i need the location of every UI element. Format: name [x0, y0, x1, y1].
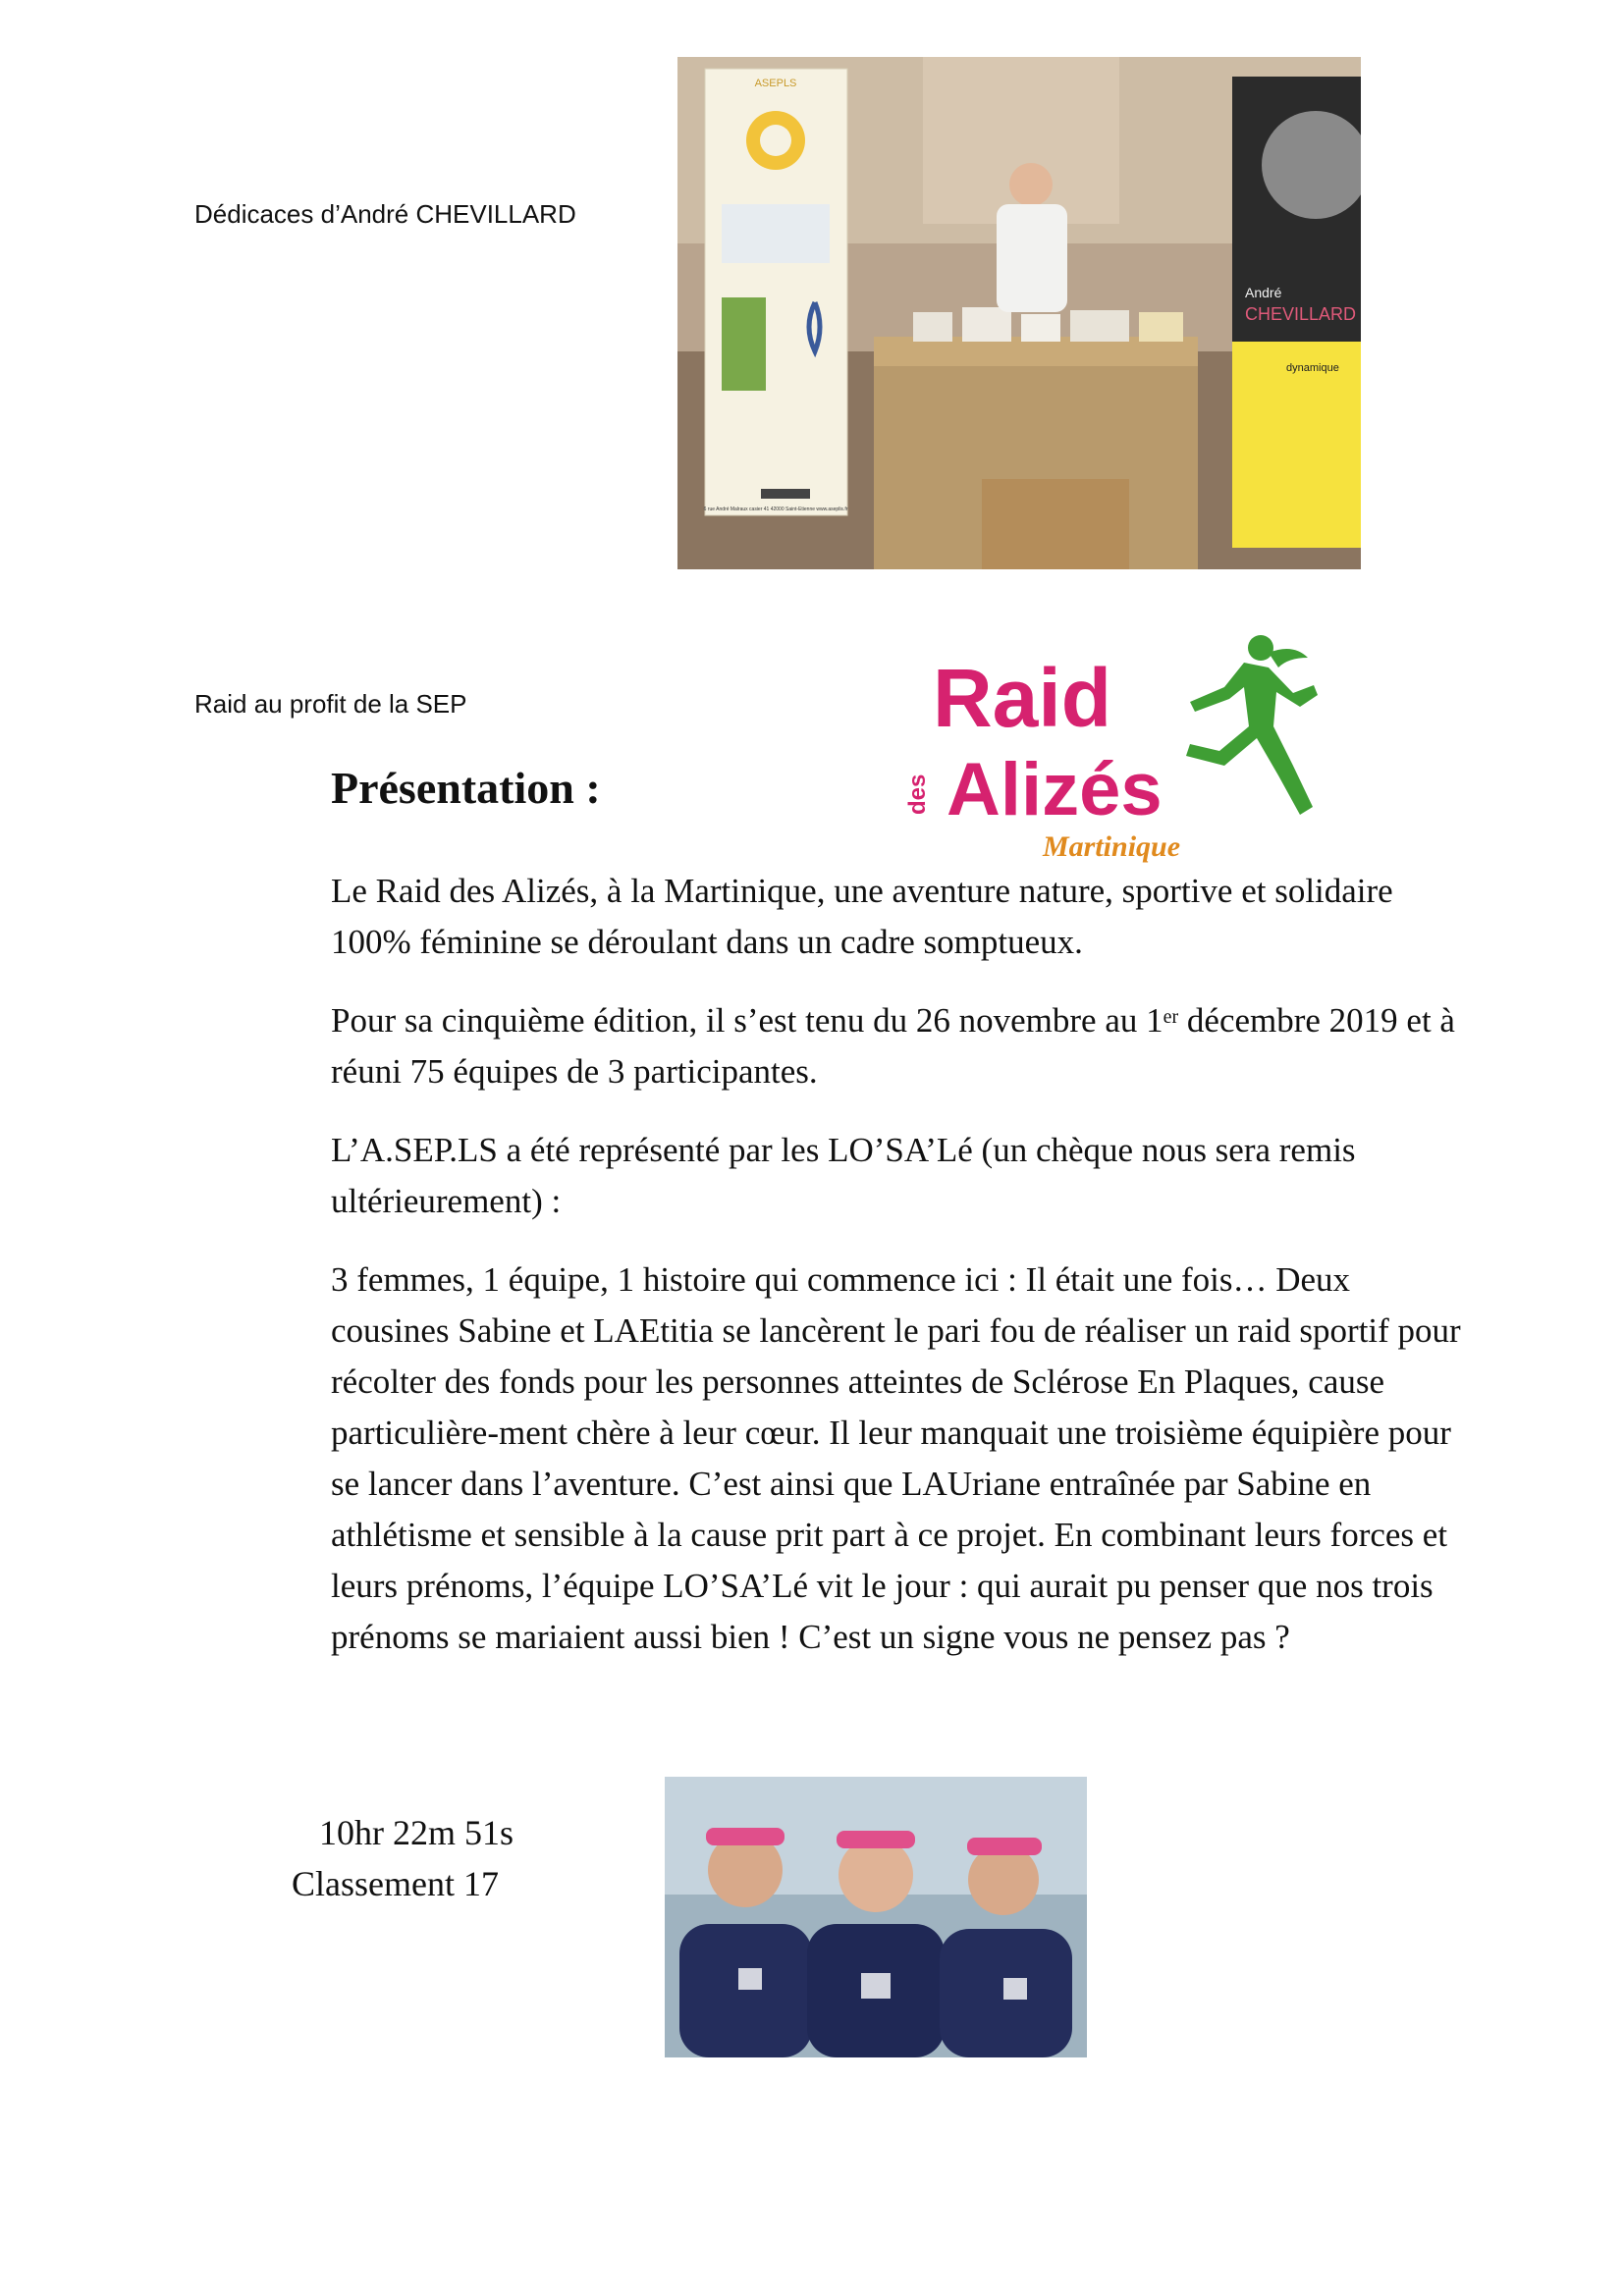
banner-left-title: ASEPLS — [754, 78, 797, 89]
banner-right-word: dynamique — [1286, 362, 1339, 374]
paragraph-2-part-a: Pour sa cinquième édition, il s’est tenu du 26 novembre au 1 — [331, 1001, 1163, 1040]
logo-word-alizes: Alizés — [947, 748, 1163, 831]
raid-caption: Raid au profit de la SEP — [194, 689, 467, 719]
paragraph-1: Le Raid des Alizés, à la Martinique, une aventure nature, sportive et solidaire 100% féminine se déroulant dans un cadre somptueux. — [331, 872, 1393, 961]
raid-logo-graphic — [895, 628, 1337, 864]
runner-icon — [1186, 635, 1318, 815]
paragraph-4: 3 femmes, 1 équipe, 1 histoire qui commence ici : Il était une fois… Deux cousines Sabine et LAEtitia se lancèrent le pari fou de réaliser un raid sportif pour récolter des fonds pour les personnes atteintes de Sclérose En Plaques, cause particulière-ment chère à leur cœur. Il leur manquait une troisième équipière pour se lancer dans l’aventure. C’est ainsi que LAUriane entraînée par Sabine en athlétisme et sensible à la cause prit part à ce projet. En combinant leurs forces et leurs prénoms, l’équipe LO’SA’Lé vit le jour : qui aurait pu penser que nos trois prénoms se mariaient aussi bien ! C’est un signe vous ne pensez pas ? — [331, 1260, 1461, 1656]
paragraph-2-superscript: er — [1163, 1006, 1179, 1028]
logo-word-martinique: Martinique — [1043, 830, 1181, 863]
paragraph-2-part-b: décembre 2019 et à réuni 75 équipes de 3 participantes. — [331, 1001, 1455, 1091]
logo-word-raid: Raid — [933, 652, 1112, 744]
banner-right-name: CHEVILLARD — [1245, 304, 1357, 324]
team-photo — [665, 1777, 1087, 2057]
raid-des-alizes-logo — [895, 628, 1337, 864]
banner-left-footer: 6 rue André Malraux casier 41 42000 Saint-Etienne www.aseplis.fr — [703, 507, 848, 512]
booth-photo — [677, 57, 1361, 569]
banner-right-first: André — [1245, 285, 1282, 300]
presentation-heading: Présentation : — [331, 763, 601, 813]
race-time: 10hr 22m 51s — [319, 1813, 514, 1852]
paragraph-3: L’A.SEP.LS a été représenté par les LO’SA’Lé (un chèque nous sera remis ultérieurement) : — [331, 1131, 1356, 1220]
booth-photo-illustration — [677, 57, 1361, 569]
logo-word-des: des — [904, 774, 931, 815]
presentation-body — [331, 866, 1470, 1690]
dedication-caption: Dédicaces d’André CHEVILLARD — [194, 199, 576, 229]
team-photo-illustration — [665, 1777, 1087, 2057]
paragraph-2 — [331, 995, 1470, 1097]
race-ranking: Classement 17 — [292, 1864, 499, 1903]
